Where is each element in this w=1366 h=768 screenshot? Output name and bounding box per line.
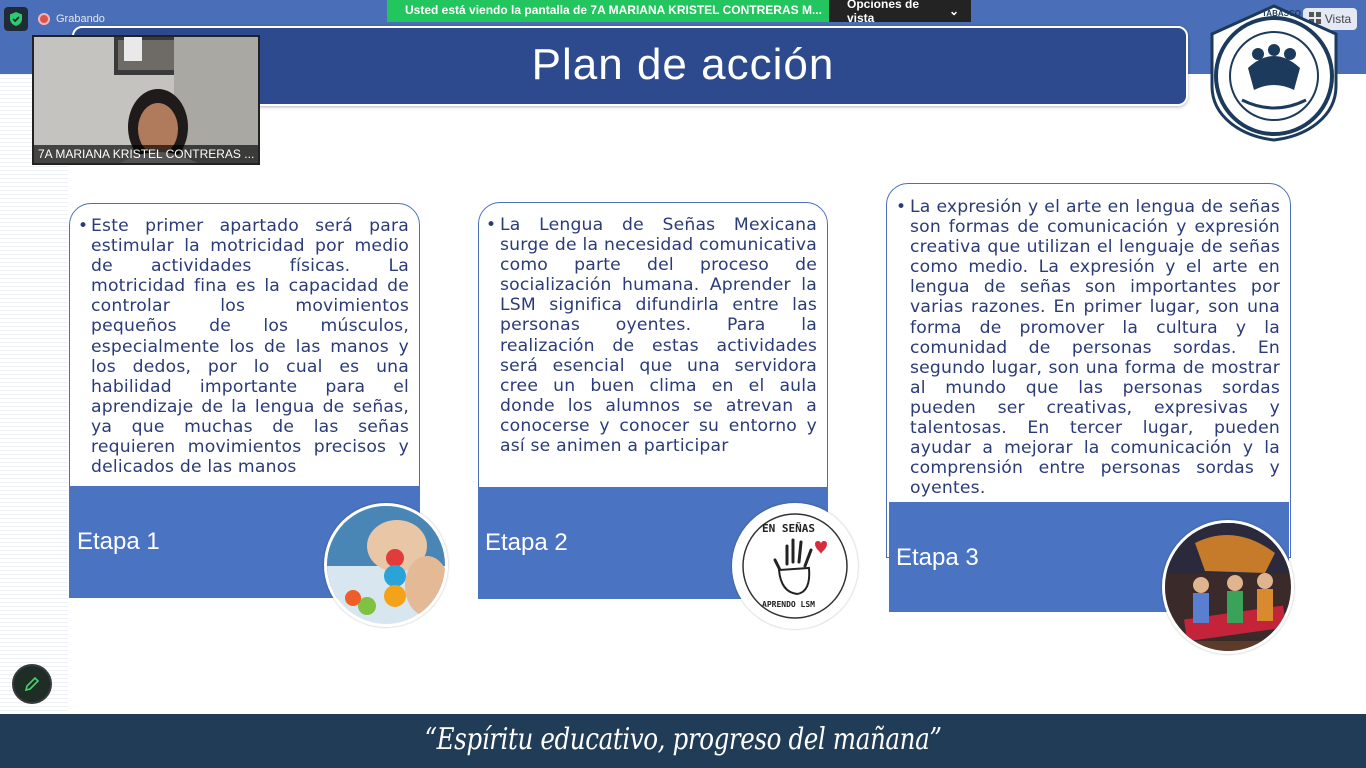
stage-3-photo	[1162, 520, 1294, 654]
badge-top-text: EN SEÑAS	[762, 522, 815, 535]
logo-text: TABASCO	[1262, 9, 1301, 18]
stage-3-label: Etapa 3	[896, 544, 979, 571]
stage-2-badge	[732, 503, 858, 629]
recording-label: Grabando	[56, 13, 105, 25]
bullet-1: •	[78, 216, 89, 236]
slide-footer-motto: “Espíritu educativo, progreso del mañana”	[424, 722, 942, 757]
slide-title: Plan de acción	[531, 40, 835, 89]
participant-video-tile[interactable]	[32, 35, 260, 165]
stage-1-label: Etapa 1	[77, 528, 160, 555]
participant-name: 7A MARIANA KRISTEL CONTRERAS ...	[34, 145, 258, 163]
bullet-3: •	[896, 197, 907, 217]
card-1-text: Este primer apartado será para estimular la motricidad por medio de actividades físicas. La motricidad fina es la capacidad de controlar los movimientos pequeños de los músculos, especialmente los de las manos y los dedos, por lo cual es una habilidad importante para el aprendizaje de la lengua de señas, ya que muchas de las señas requieren movimientos precisos y delicados de las manos	[91, 216, 409, 478]
shield-check-icon[interactable]	[4, 7, 28, 31]
chevron-down-icon: ⌄	[948, 4, 959, 18]
badge-bottom-text: APRENDO LSM	[762, 600, 815, 609]
pen-annotate-icon	[23, 675, 41, 693]
stage-1-photo	[324, 503, 448, 627]
view-button-label: Vista	[1324, 12, 1352, 26]
school-logo	[1208, 4, 1340, 142]
record-icon	[38, 13, 50, 25]
stage-2-label: Etapa 2	[485, 529, 568, 556]
view-options-button[interactable]	[829, 0, 971, 25]
slide-left-texture	[0, 74, 68, 714]
share-banner-text: Usted está viendo la pantalla de 7A MARIANA KRISTEL CONTRERAS M...	[387, 0, 829, 22]
view-options-label: Opciones de vista	[847, 0, 920, 25]
meeting-status-area	[4, 6, 105, 32]
screen-share-banner	[387, 0, 971, 25]
bullet-2: •	[486, 215, 497, 235]
card-3-text: La expresión y el arte en lengua de señas son formas de comunicación y expresión creativa que utilizan el lenguaje de señas como medio. La expresión y el arte en lengua de señas son importantes por varias razones. En primer lugar, son una forma de promover la cultura y la comunidad de personas sordas. En segundo lugar, son una forma de mostrar al mundo que las personas sordas pueden ser creativas, expresivas y talentosas. En tercer lugar, pueden ayudar a mejorar la comunicación y la comprensión entre personas sordas y oyentes.	[910, 197, 1280, 499]
annotate-button[interactable]	[12, 664, 52, 704]
card-2-text: La Lengua de Señas Mexicana surge de la necesidad comunicativa como parte del proceso de socialización humana. Aprender la LSM significa difundirla entre las personas oyentes. Para la realización de estas actividades será esencial que una servidora cree un buen clima en el aula donde los alumnos se atrevan a conocerse y conocer su entorno y así se animen a participar	[500, 215, 817, 457]
recording-indicator[interactable]	[38, 13, 105, 25]
